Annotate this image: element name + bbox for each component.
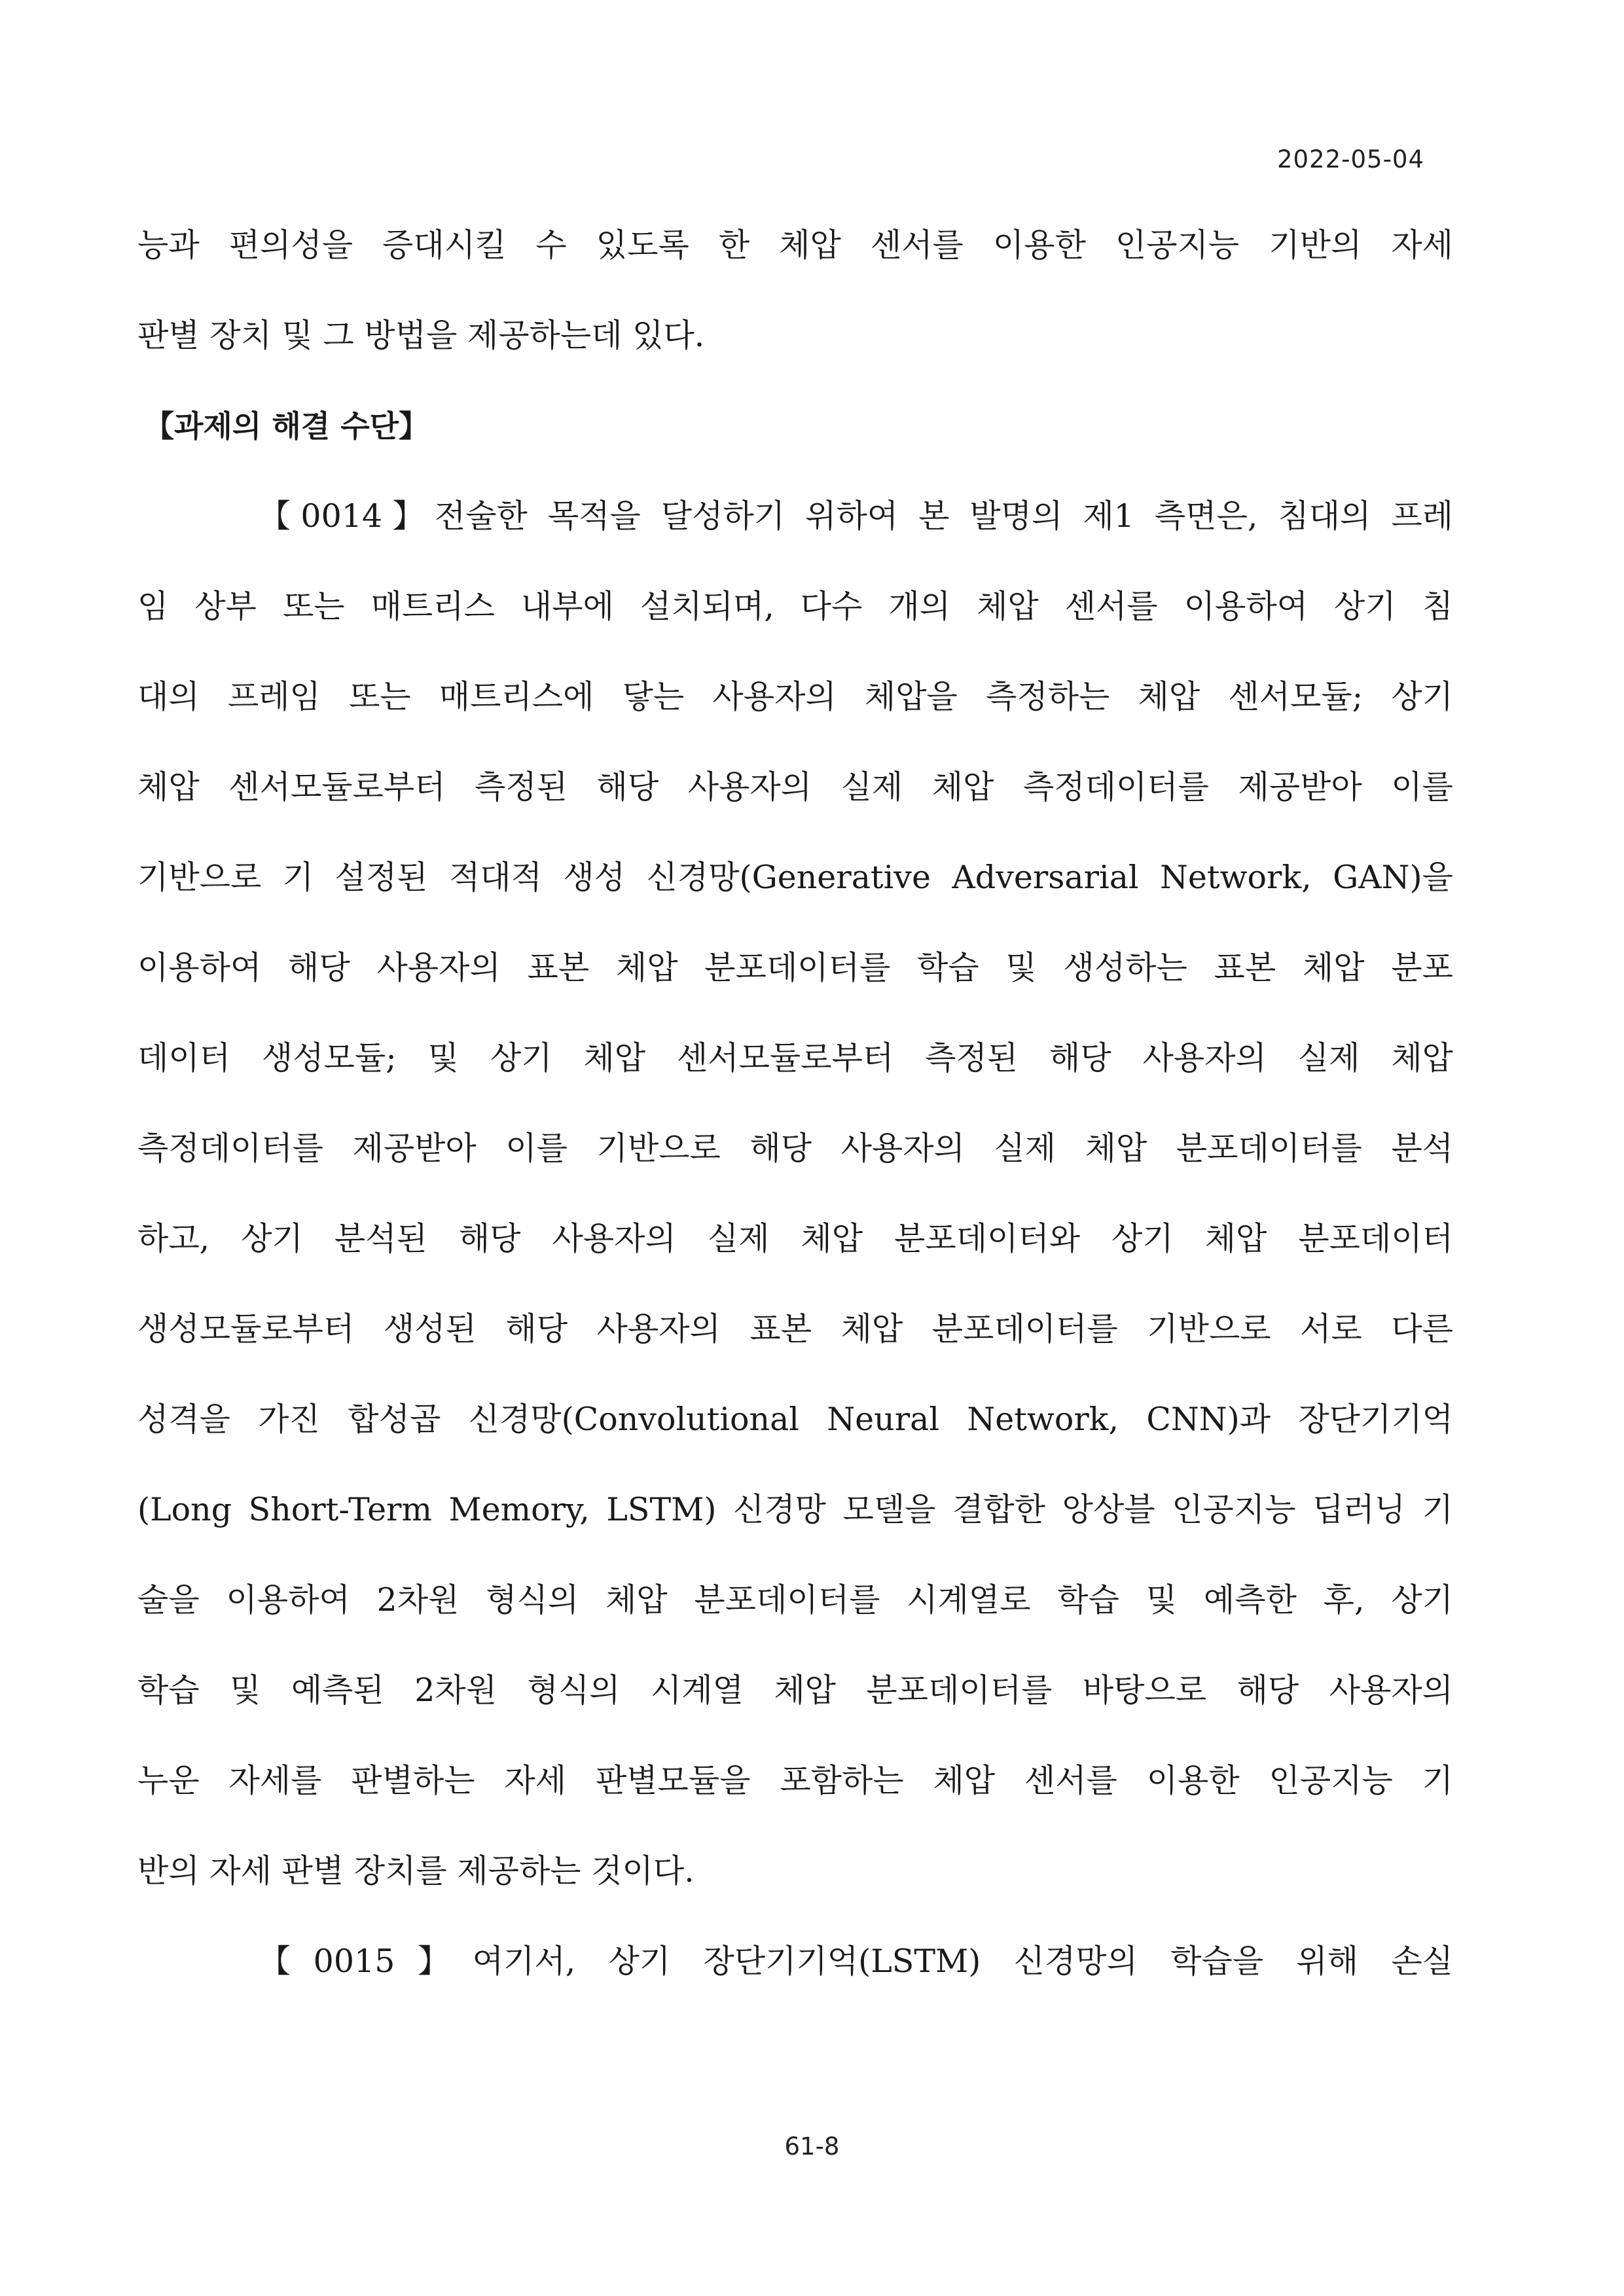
paragraph-0014-line: (Long Short-Term Memory, LSTM) 신경망 모델을 결합한 앙상블 인공지능 딥러닝 기: [137, 1491, 1453, 1528]
paragraph-0014-line: 이용하여 해당 사용자의 표본 체압 분포데이터를 학습 및 생성하는 표본 체압 분포: [137, 949, 1453, 986]
paragraph-0014-line: 체압 센서모듈로부터 측정된 해당 사용자의 실제 체압 측정데이터를 제공받아 이를: [137, 768, 1453, 806]
paragraph-0014-line: 술을 이용하여 2차원 형식의 체압 분포데이터를 시계열로 학습 및 예측한 후, 상기: [137, 1581, 1453, 1619]
section-heading: 【과제의 해결 수단】: [144, 408, 429, 444]
intro-line-2: 판별 장치 및 그 방법을 제공하는데 있다.: [137, 317, 705, 354]
intro-line-1: 능과 편의성을 증대시킬 수 있도록 한 체압 센서를 이용한 인공지능 기반의 자세: [137, 226, 1453, 264]
page-number: 61-8: [784, 2132, 840, 2161]
paragraph-0014-line: 반의 자세 판별 장치를 제공하는 것이다.: [137, 1852, 695, 1890]
paragraph-0015-first-text: 여기서, 상기 장단기기억(LSTM) 신경망의 학습을 위해 손실: [472, 1943, 1453, 1980]
paragraph-number-0014: 【0014】: [259, 497, 435, 535]
paragraph-0014-line: 성격을 가진 합성곱 신경망(Convolutional Neural Network, CNN)과 장단기기억: [137, 1401, 1453, 1438]
paragraph-0014-first-text: 전술한 목적을 달성하기 위하여 본 발명의 제1 측면은, 침대의 프레: [434, 497, 1453, 535]
paragraph-0014-first-line: [137, 471, 1453, 562]
paragraph-0014-line: 기반으로 기 설정된 적대적 생성 신경망(Generative Adversarial Network, GAN)을: [137, 859, 1453, 896]
paragraph-0014-line: 하고, 상기 분석된 해당 사용자의 실제 체압 분포데이터와 상기 체압 분포데이터: [137, 1220, 1453, 1257]
document-date: 2022-05-04: [1276, 145, 1424, 173]
paragraph-0014-line: 누운 자세를 판별하는 자세 판별모듈을 포함하는 체압 센서를 이용한 인공지능 기: [137, 1762, 1453, 1799]
paragraph-0014-line: 학습 및 예측된 2차원 형식의 시계열 체압 분포데이터를 바탕으로 해당 사용자의: [137, 1672, 1453, 1709]
document-body: [137, 200, 1453, 2007]
paragraph-0015-first-line: [137, 1916, 1453, 2007]
paragraph-number-0015: 【0015】: [259, 1943, 473, 1980]
paragraph-0014-line: 생성모듈로부터 생성된 해당 사용자의 표본 체압 분포데이터를 기반으로 서로 다른: [137, 1310, 1453, 1348]
paragraph-0014-line: 대의 프레임 또는 매트리스에 닿는 사용자의 체압을 측정하는 체압 센서모듈; 상기: [137, 678, 1453, 715]
paragraph-0014-line: 측정데이터를 제공받아 이를 기반으로 해당 사용자의 실제 체압 분포데이터를 분석: [137, 1130, 1453, 1167]
paragraph-0014-line: 데이터 생성모듈; 및 상기 체압 센서모듈로부터 측정된 해당 사용자의 실제 체압: [137, 1039, 1453, 1077]
paragraph-0014-line: 임 상부 또는 매트리스 내부에 설치되며, 다수 개의 체압 센서를 이용하여 상기 침: [137, 588, 1453, 625]
